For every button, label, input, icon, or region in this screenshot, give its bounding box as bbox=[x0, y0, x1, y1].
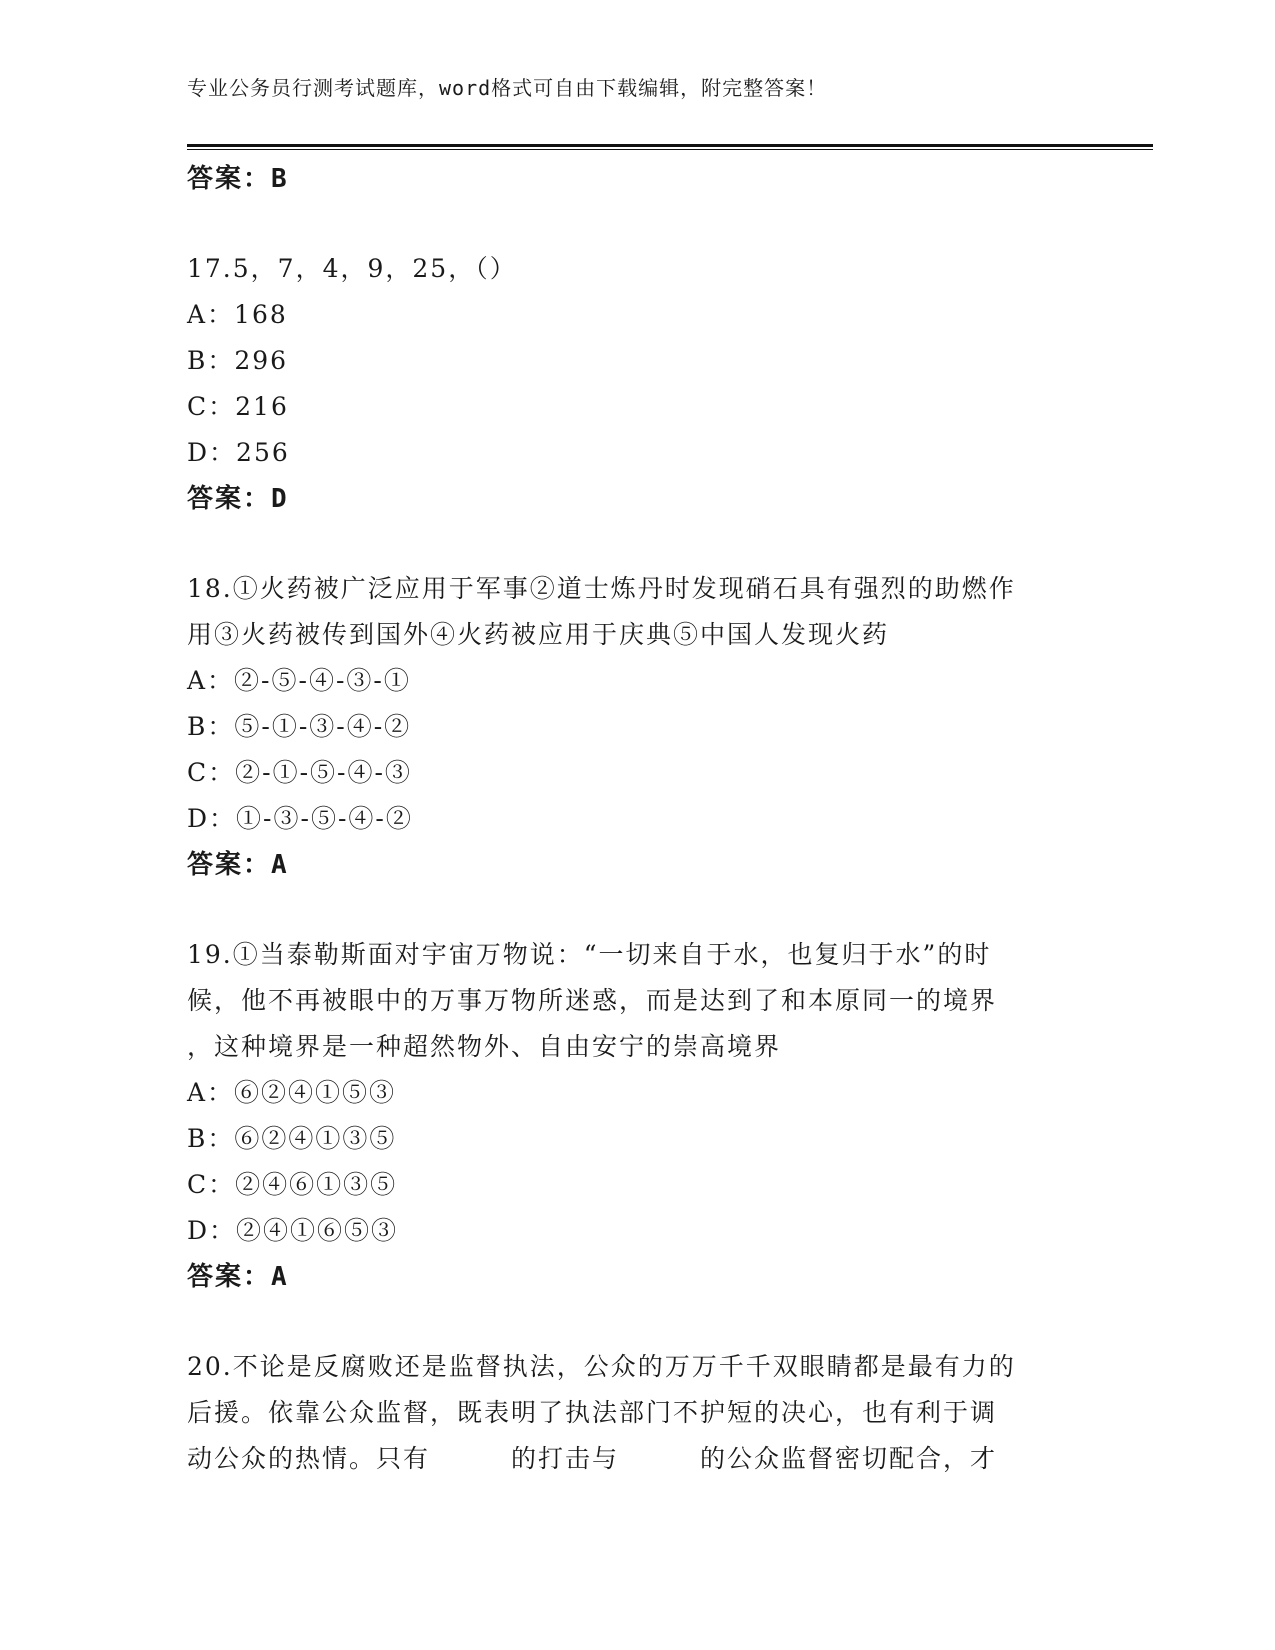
stem-line: 候，他不再被眼中的万事万物所迷惑，而是达到了和本原同一的境界 bbox=[187, 986, 998, 1015]
option-b: B：296 bbox=[187, 346, 289, 375]
stem-line: 用③火药被传到国外④火药被应用于庆典⑤中国人发现火药 bbox=[187, 620, 890, 649]
option-b: B：⑥②④①③⑤ bbox=[187, 1124, 397, 1153]
question-18 bbox=[187, 566, 1087, 888]
stem-line: 动公众的热情。只有 的打击与 的公众监督密切配合，才 bbox=[187, 1444, 998, 1473]
option-d: D：256 bbox=[187, 438, 290, 467]
stem-line: ，这种境界是一种超然物外、自由安宁的崇高境界 bbox=[187, 1032, 782, 1061]
question-stem bbox=[187, 1344, 1087, 1482]
option-b: B：⑤-①-③-④-② bbox=[187, 712, 412, 741]
question-19 bbox=[187, 932, 1087, 1300]
answer-line: 答案：A bbox=[187, 1262, 289, 1292]
option-a: A：②-⑤-④-③-① bbox=[187, 666, 411, 695]
stem-line: 17.5，7，4，9，25，（） bbox=[187, 254, 517, 283]
stem-line: 19.①当泰勒斯面对宇宙万物说：“一切来自于水，也复归于水”的时 bbox=[187, 940, 992, 969]
page-header: 专业公务员行测考试题库，word格式可自由下载编辑，附完整答案！ bbox=[187, 76, 828, 100]
stem-line: 18.①火药被广泛应用于军事②道士炼丹时发现硝石具有强烈的助燃作 bbox=[187, 574, 1016, 603]
question-20 bbox=[187, 1344, 1087, 1482]
header-divider bbox=[187, 144, 1153, 150]
option-d: D：②④①⑥⑤③ bbox=[187, 1216, 399, 1245]
question-stem bbox=[187, 932, 1087, 1070]
stem-line: 后援。依靠公众监督，既表明了执法部门不护短的决心，也有利于调 bbox=[187, 1398, 998, 1427]
answer-line: 答案：A bbox=[187, 850, 289, 880]
option-a: A：⑥②④①⑤③ bbox=[187, 1078, 397, 1107]
question-stem bbox=[187, 246, 1087, 292]
question-17 bbox=[187, 246, 1087, 522]
option-c: C：②-①-⑤-④-③ bbox=[187, 758, 412, 787]
option-c: C：②④⑥①③⑤ bbox=[187, 1170, 398, 1199]
answer-line: 答案：D bbox=[187, 484, 289, 514]
question-list bbox=[187, 156, 1087, 1482]
answer-line: 答案：B bbox=[187, 164, 289, 194]
option-a: A：168 bbox=[187, 300, 288, 329]
question-stem bbox=[187, 566, 1087, 658]
option-c: C：216 bbox=[187, 392, 289, 421]
option-d: D：①-③-⑤-④-② bbox=[187, 804, 413, 833]
stem-line: 20.不论是反腐败还是监督执法，公众的万万千千双眼睛都是最有力的 bbox=[187, 1352, 1016, 1381]
